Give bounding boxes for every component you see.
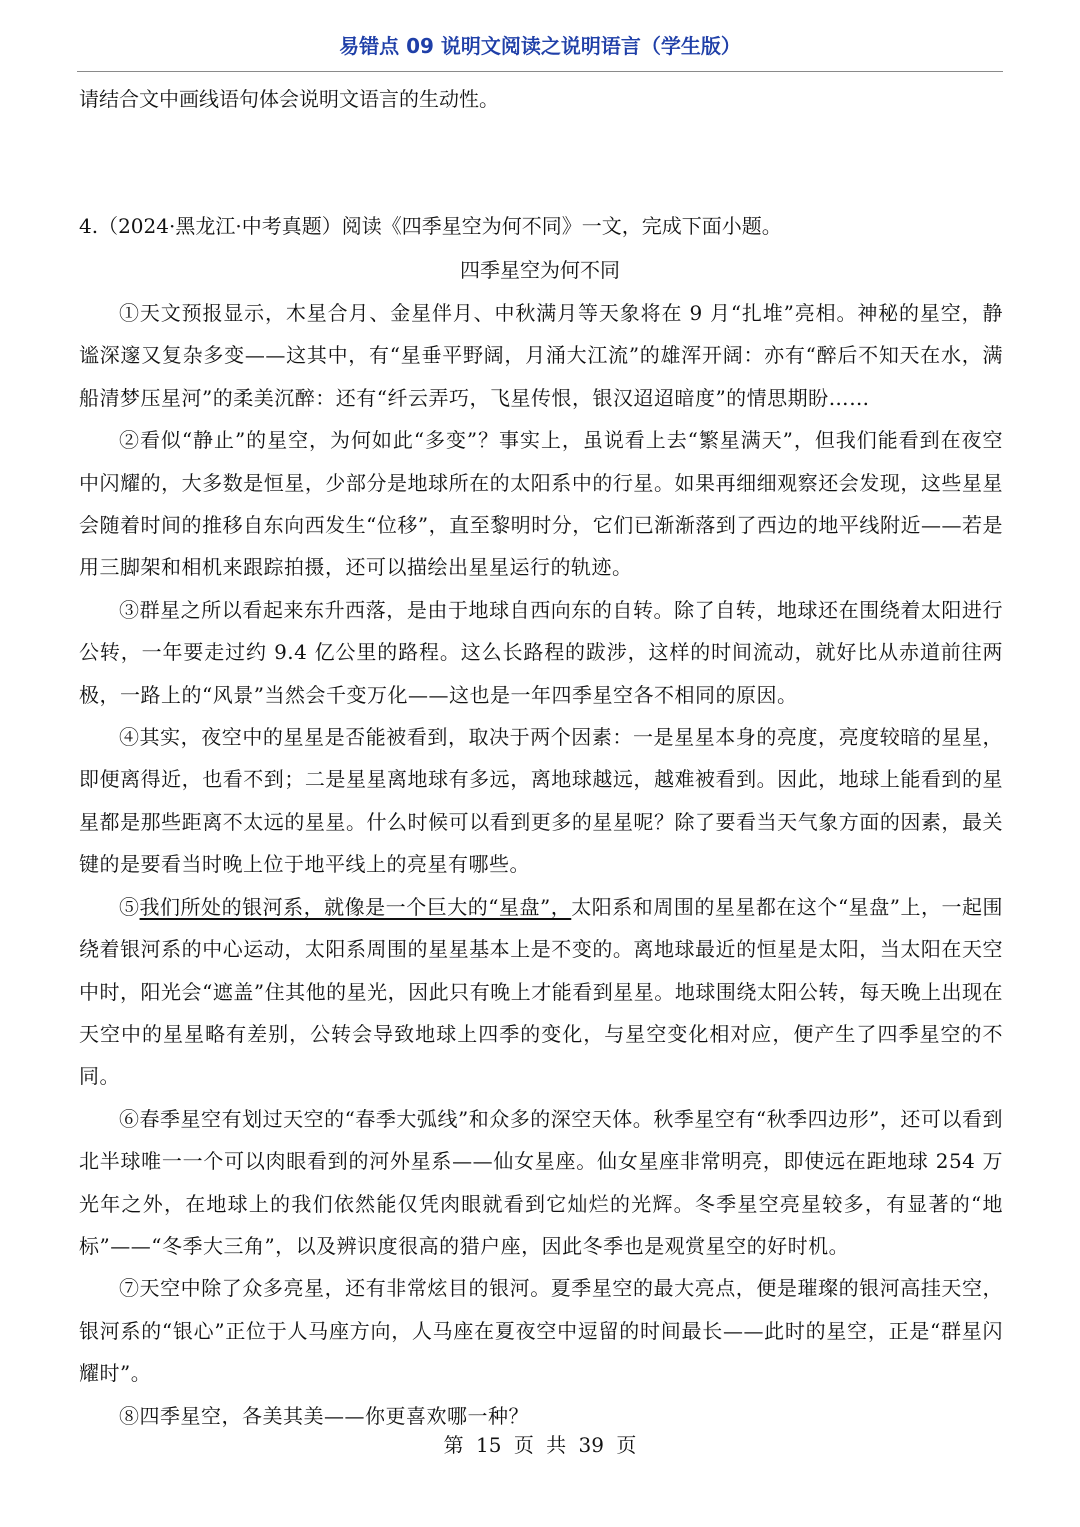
- paragraph-1: ①天文预报显示，木星合月、金星伴月、中秋满月等天象将在 9 月“扎堆”亮相。神秘的星空，静谧深邃又复杂多变——这其中，有“星垂平野阔，月涌大江流”的雄浑开阔：亦有“醉后不知天在水，满船清梦压星河”的柔美沉醉：还有“纤云弄巧，飞星传恨，银汉迢迢暗度”的情思期盼……: [79, 301, 1003, 410]
- paragraph-7: ⑦天空中除了众多亮星，还有非常炫目的银河。夏季星空的最大亮点，便是璀璨的银河高挂天空，银河系的“银心”正位于人马座方向，人马座在夏夜空中逗留的时间最长——此时的星空，正是“群星闪耀时”。: [79, 1276, 1003, 1386]
- header-divider: [77, 71, 1003, 72]
- article-title: 四季星空为何不同: [460, 258, 620, 282]
- paragraph-5-number: ⑤: [119, 894, 140, 919]
- question-heading: 4.（2024·黑龙江·中考真题）阅读《四季星空为何不同》一文，完成下面小题。: [79, 214, 782, 238]
- question-prompt: 请结合文中画线语句体会说明文语言的生动性。: [79, 87, 499, 111]
- paragraph-8: ⑧四季星空，各美其美——你更喜欢哪一种？: [119, 1403, 529, 1428]
- paragraph-2: ②看似“静止”的星空，为何如此“多变”？事实上，虽说看上去“繁星满天”，但我们能看到在夜空中闪耀的，大多数是恒星，少部分是地球所在的太阳系中的行星。如果再细细观察还会发现，这些星星会随着时间的推移自东向西发生“位移”，直至黎明时分，它们已渐渐落到了西边的地平线附近——若是用三脚架和相机来跟踪拍摄，还可以描绘出星星运行的轨迹。: [79, 428, 1003, 580]
- page-number-footer: 第 15 页 共 39 页: [443, 1433, 637, 1457]
- paragraph-4: ④其实，夜空中的星星是否能被看到，取决于两个因素：一是星星本身的亮度，亮度较暗的星星，即便离得近，也看不到；二是星星离地球有多远，离地球越远，越难被看到。因此，地球上能看到的星星都是那些距离不太远的星星。什么时候可以看到更多的星星呢？除了要看当天气象方面的因素，最关键的是要看当时晚上位于地平线上的亮星有哪些。: [79, 725, 1003, 877]
- paragraph-5: [79, 886, 1003, 1098]
- page-header-title: 易错点 09 说明文阅读之说明语言（学生版）: [339, 34, 741, 58]
- underlined-sentence: 我们所处的银河系，就像是一个巨大的“星盘”，: [139, 894, 572, 919]
- paragraph-5-rest: 太阳系和周围的星星都在这个“星盘”上，一起围绕着银河系的中心运动，太阳系周围的星星基本上是不变的。离地球最近的恒星是太阳，当太阳在天空中时，阳光会“遮盖”住其他的星光，因此只有晚上才能看到星星。地球围绕太阳公转，每天晚上出现在天空中的星星略有差别，公转会导致地球上四季的变化，与星空变化相对应，便产生了四季星空的不同。: [79, 894, 1003, 1089]
- paragraph-6: ⑥春季星空有划过天空的“春季大弧线”和众多的深空天体。秋季星空有“秋季四边形”，还可以看到北半球唯一一个可以肉眼看到的河外星系——仙女星座。仙女星座非常明亮，即使远在距地球 254 万光年之外，在地球上的我们依然能仅凭肉眼就看到它灿烂的光辉。冬季星空亮星较多，有显著的“地标”——“冬季大三角”，以及辨识度很高的猎户座，因此冬季也是观赏星空的好时机。: [79, 1106, 1003, 1258]
- paragraph-3: ③群星之所以看起来东升西落，是由于地球自西向东的自转。除了自转，地球还在围绕着太阳进行公转，一年要走过约 9.4 亿公里的路程。这么长路程的跋涉，这样的时间流动，就好比从赤道前往两极，一路上的“风景”当然会千变万化——这也是一年四季星空各不相同的原因。: [79, 597, 1003, 707]
- article-body: [79, 292, 1003, 1437]
